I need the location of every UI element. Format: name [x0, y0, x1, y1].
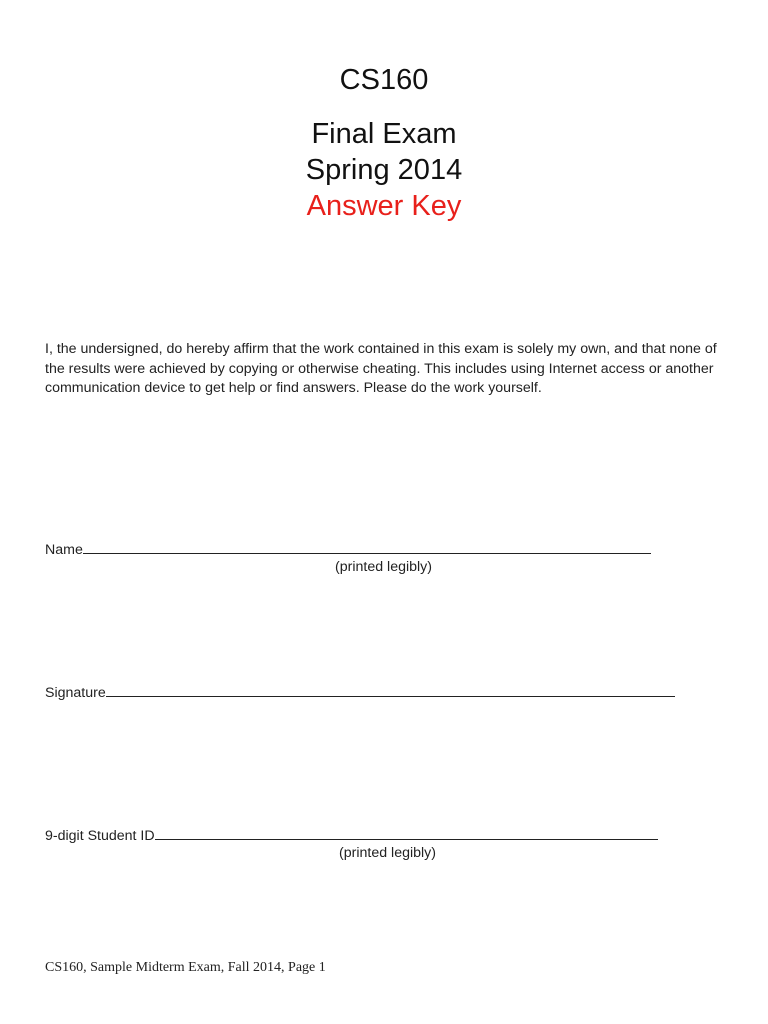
exam-title-block [0, 62, 768, 224]
exam-title: Final Exam [311, 118, 457, 150]
exam-term: Spring 2014 [305, 154, 463, 186]
course-title: CS160 [339, 64, 429, 96]
name-field[interactable] [45, 539, 651, 558]
student-id-field[interactable] [45, 825, 658, 844]
page-footer: CS160, Sample Midterm Exam, Fall 2014, Page 1 [45, 960, 326, 975]
signature-label: Signature [45, 685, 106, 701]
name-hint: (printed legibly) [335, 559, 432, 575]
signature-blank[interactable] [106, 682, 675, 697]
signature-field[interactable] [45, 682, 675, 701]
answer-key-label: Answer Key [306, 190, 462, 222]
affirmation-statement: I, the undersigned, do hereby affirm that the work contained in this exam is solely my own, and that none of the results were achieved by copying or otherwise cheating. This includes using Internet access or another communication device to get help or find answers. Please do the work yourself. [45, 341, 717, 396]
name-label: Name [45, 542, 83, 558]
name-blank[interactable] [83, 539, 651, 554]
student-id-blank[interactable] [155, 825, 658, 840]
student-id-label: 9-digit Student ID [45, 828, 155, 844]
student-id-hint: (printed legibly) [339, 845, 436, 861]
